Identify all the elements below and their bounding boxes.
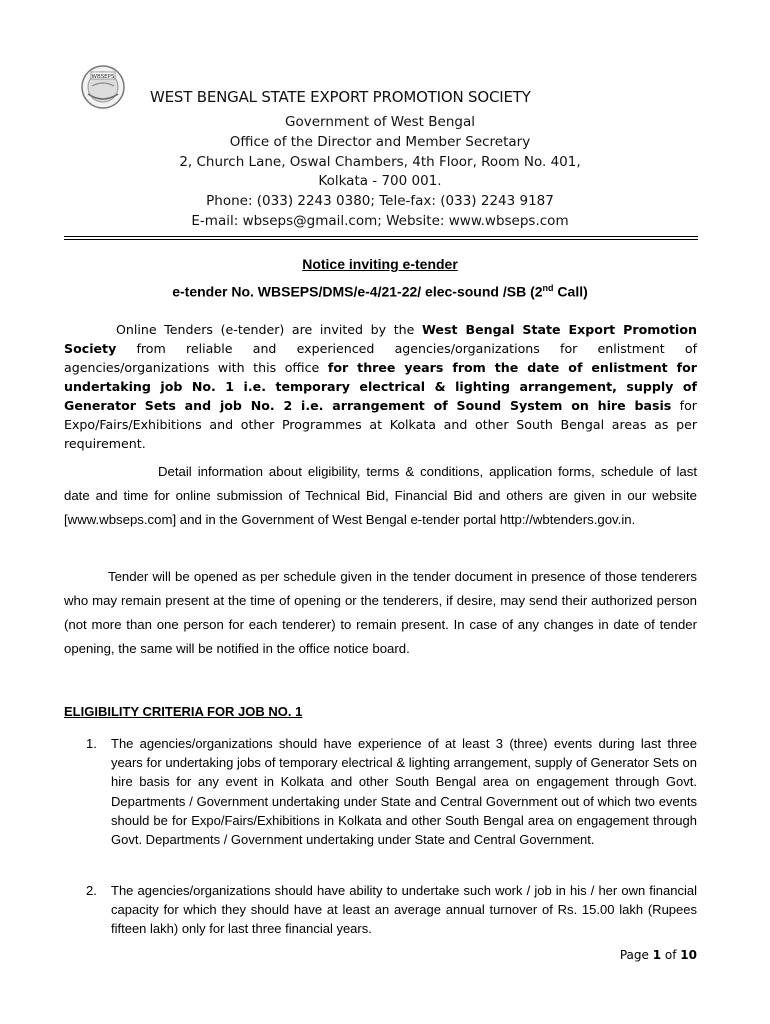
- list-item-text: The agencies/organizations should have ability to undertake such work / job in his / her own financial capacity for which they should have at least an average annual turnover of Rs. 15.00 lakh (Rupees fifteen lakh) only for last three financial years.: [111, 883, 697, 937]
- logo-text: WBSEPS: [91, 74, 115, 80]
- eligibility-heading: ELIGIBILITY CRITERIA FOR JOB NO. 1: [64, 704, 303, 719]
- notice-title: Notice inviting e-tender: [302, 256, 458, 272]
- tender-number: e-tender No. WBSEPS/DMS/e-4/21-22/ elec-sound /SB (2nd Call): [172, 283, 588, 300]
- office-line: Office of the Director and Member Secretary: [229, 134, 531, 150]
- header-divider-bottom: [64, 239, 698, 240]
- address-line-2: Kolkata - 700 001.: [318, 173, 442, 189]
- header-divider-top: [64, 236, 698, 237]
- intro-paragraph: Online Tenders (e-tender) are invited by the West Bengal State Export Promotion Society from reliable and experienced agencies/organizations for enlistment of agencies/organizations with this office for three years from the date of enlistment for undertaking job No. 1 i.e. temporary electrical & lighting arrangement, supply of Generator Sets and job No. 2 i.e. arrangement of Sound System on hire basis for Expo/Fairs/Exhibitions and other Programmes at Kolkata and other South Bengal areas as per requirement.: [64, 322, 697, 451]
- org-name: WEST BENGAL STATE EXPORT PROMOTION SOCIETY: [150, 88, 531, 106]
- list-item-number: 1.: [86, 736, 97, 751]
- list-item-number: 2.: [86, 883, 97, 898]
- society-logo: [80, 64, 126, 110]
- page-number: Page 1 of 10: [619, 948, 697, 962]
- details-paragraph: Detail information about eligibility, terms & conditions, application forms, schedule of last date and time for online submission of Technical Bid, Financial Bid and others are given in our website [www.wbseps.com] and in the Government of West Bengal e-tender portal http://wbtenders.gov.in.: [64, 464, 697, 527]
- phone-line: Phone: (033) 2243 0380; Tele-fax: (033) 2243 9187: [206, 193, 554, 209]
- list-item: [64, 734, 697, 849]
- address-line-1: 2, Church Lane, Oswal Chambers, 4th Floor, Room No. 401,: [179, 154, 581, 170]
- government-line: Government of West Bengal: [285, 114, 475, 130]
- opening-paragraph: Tender will be opened as per schedule given in the tender document in presence of those tenderers who may remain present at the time of opening or the tenderers, if desire, may send their authorized person (not more than one person for each tenderer) to remain present. In case of any changes in date of tender opening, the same will be notified in the office notice board.: [64, 569, 697, 656]
- list-item: [64, 881, 697, 939]
- list-item-text: The agencies/organizations should have experience of at least 3 (three) events during last three years for undertaking jobs of temporary electrical & lighting arrangement, supply of Generator Sets on hire basis for any event in Kolkata and other South Bengal area on engagement through Govt. Departments / Government undertaking under State and Central Government out of which two events should be for Expo/Fairs/Exhibitions in Kolkata and other South Bengal area on engagement through Govt. Departments / Government undertaking under State and Central Government.: [111, 736, 697, 848]
- email-line: E-mail: wbseps@gmail.com; Website: www.wbseps.com: [191, 213, 569, 229]
